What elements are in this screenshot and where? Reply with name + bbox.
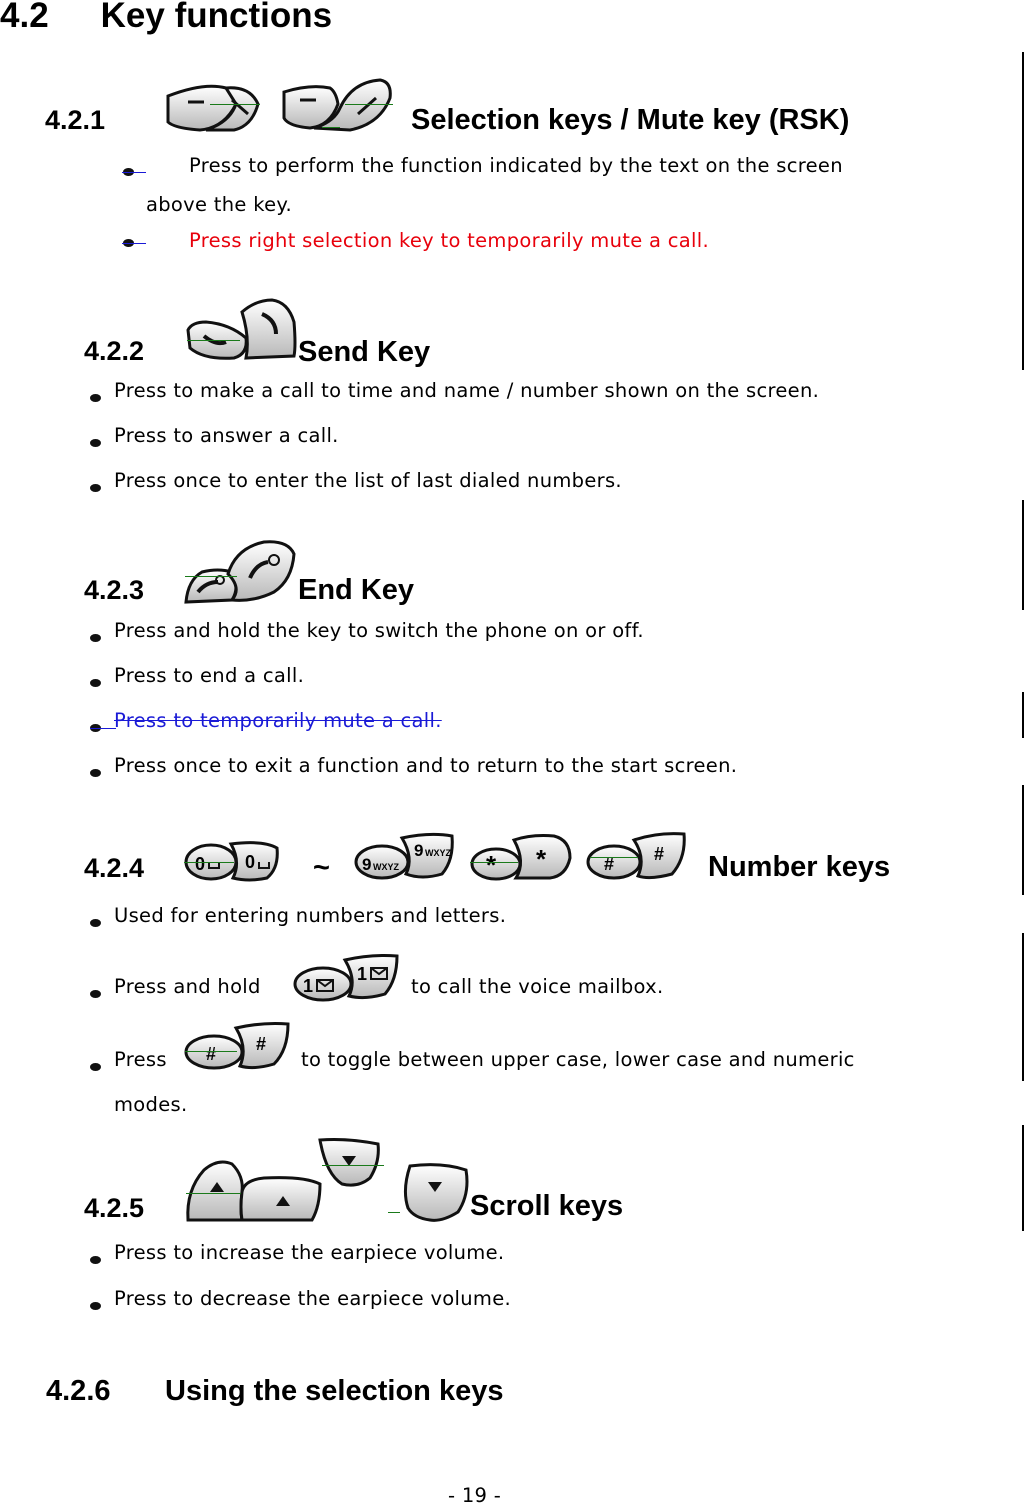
section-heading (0, 0, 332, 36)
subsection-number-425: 4.2.5 (84, 1193, 145, 1223)
hash-key-icon (586, 830, 690, 882)
subsection-number-423: 4.2.3 (84, 575, 145, 605)
key-label: # (256, 1034, 267, 1054)
subsection-number-421: 4.2.1 (45, 105, 106, 135)
scroll-up-key-icon (184, 1140, 324, 1224)
change-bar (1022, 933, 1024, 1081)
zero-key-icon (183, 838, 283, 884)
bullet-icon (90, 634, 101, 642)
key-label: 9 (362, 855, 372, 874)
key-label: # (604, 854, 615, 874)
right-selection-key-icon (280, 78, 396, 134)
bullet-text: to toggle between upper case, lower case and numeric (301, 1048, 855, 1071)
bullet-text: Press and hold the key to switch the phone on or off. (114, 619, 644, 642)
bullet-text: Press and hold (114, 975, 261, 998)
key-label: 1 (303, 976, 314, 996)
bullet-text: modes. (114, 1093, 188, 1116)
bullet-text: Press (114, 1048, 167, 1071)
subsection-title-423: End Key (298, 574, 415, 606)
bullet-text: above the key. (146, 193, 292, 216)
key-label: 1 (357, 964, 368, 984)
bullet-text: to call the voice mailbox. (411, 975, 664, 998)
bullet-text: Press to perform the function indicated by the text on the screen (189, 154, 843, 177)
bullet-text: Press once to exit a function and to return to the start screen. (114, 754, 738, 777)
bullet-icon (90, 679, 101, 687)
change-bar (1022, 1125, 1024, 1231)
key-label: * (536, 844, 547, 874)
subsection-number-426: 4.2.6 (46, 1375, 111, 1407)
hash-key-icon (184, 1020, 292, 1072)
bullet-icon (90, 1302, 101, 1310)
bullet-text: Press once to enter the list of last dialed numbers. (114, 469, 622, 492)
scroll-down-key-icon (318, 1138, 470, 1222)
bullet-text: Press to answer a call. (114, 424, 339, 447)
end-key-icon (184, 540, 298, 606)
subsection-title-425: Scroll keys (470, 1190, 624, 1222)
bullet-text: Press to make a call to time and name / number shown on the screen. (114, 379, 820, 402)
bullet-text: Used for entering numbers and letters. (114, 904, 507, 927)
key-label: WXYZ (425, 848, 451, 858)
subsection-title-421: Selection keys / Mute key (RSK) (411, 104, 850, 136)
change-bar (1022, 692, 1024, 738)
nine-key-icon (354, 830, 456, 882)
subsection-number-424: 4.2.4 (84, 853, 145, 883)
change-bar (1022, 785, 1024, 895)
key-label: 9 (414, 841, 424, 860)
section-number: 4.2 (0, 0, 49, 35)
one-key-icon (293, 952, 401, 1002)
key-label: # (206, 1044, 217, 1064)
star-key-icon (470, 832, 574, 882)
bullet-icon (90, 1063, 101, 1071)
page-number: - 19 - (448, 1484, 502, 1507)
key-label: # (654, 844, 665, 864)
subsection-title-422: Send Key (298, 336, 431, 368)
bullet-icon (90, 769, 101, 777)
bullet-icon (90, 1256, 101, 1264)
bullet-icon (90, 990, 101, 998)
left-selection-key-icon (164, 82, 264, 134)
bullet-icon (90, 439, 101, 447)
change-bar (1022, 52, 1024, 370)
bullet-text-deleted: Press to temporarily mute a call. (114, 709, 442, 732)
subsection-title-426: Using the selection keys (165, 1375, 504, 1407)
key-label: 0 (245, 852, 256, 872)
subsection-number-422: 4.2.2 (84, 336, 145, 366)
tilde: ~ (313, 852, 330, 884)
key-label: * (486, 850, 497, 880)
key-label: 0 (195, 854, 206, 874)
bullet-text-red: Press right selection key to temporarily mute a call. (189, 229, 709, 252)
bullet-icon (90, 484, 101, 492)
bullet-text: Press to increase the earpiece volume. (114, 1241, 505, 1264)
change-bar (1022, 500, 1024, 610)
key-label: WXYZ (373, 862, 399, 872)
bullet-icon (90, 394, 101, 402)
bullet-icon (90, 919, 101, 927)
subsection-title-424: Number keys (708, 851, 891, 883)
bullet-text: Press to decrease the earpiece volume. (114, 1287, 511, 1310)
bullet-text: Press to end a call. (114, 664, 305, 687)
section-title: Key functions (100, 0, 333, 35)
send-key-icon (186, 298, 298, 362)
